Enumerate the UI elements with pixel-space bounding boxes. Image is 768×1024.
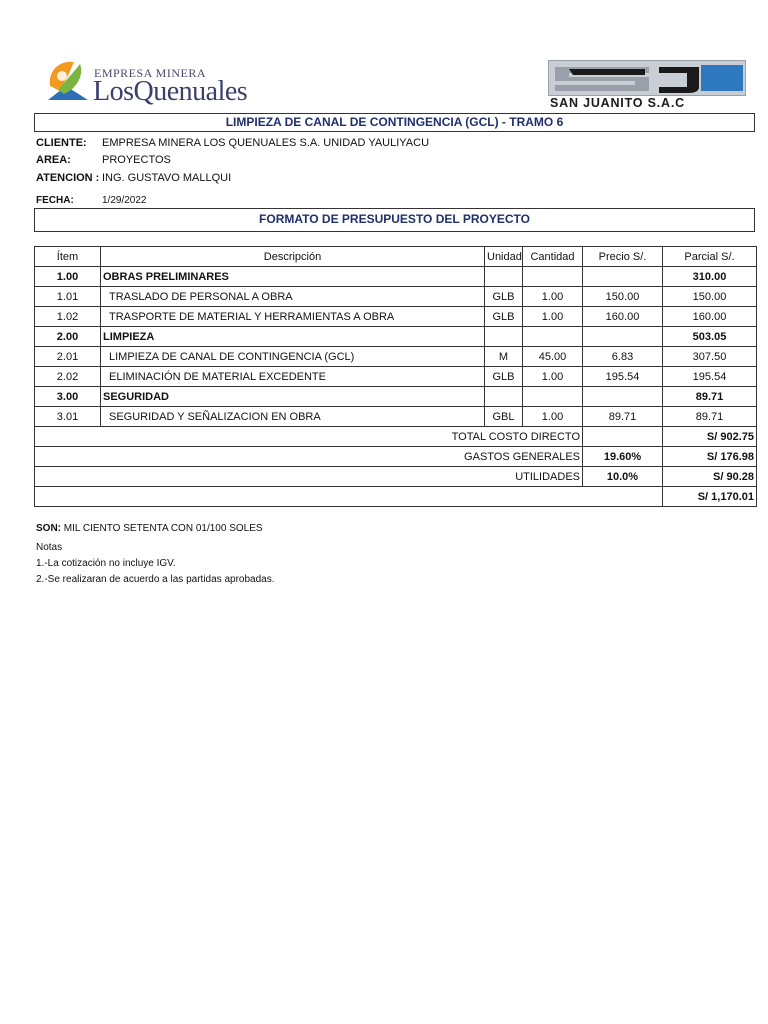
cell-cantidad	[523, 327, 583, 347]
atencion-label: ATENCION :	[36, 172, 100, 184]
cell-precio: 89.71	[583, 407, 663, 427]
table-row	[35, 307, 757, 327]
son-line	[36, 523, 263, 534]
header-precio: Precio S/.	[583, 247, 663, 267]
cell-descripcion: LIMPIEZA	[101, 327, 485, 347]
area-value: PROYECTOS	[102, 154, 171, 166]
total-costo-directo-empty	[583, 427, 663, 447]
logo-text-empresa-minera: EMPRESA MINERA	[94, 66, 207, 80]
cell-precio	[583, 267, 663, 287]
gastos-generales-label: GASTOS GENERALES	[35, 447, 583, 467]
cell-parcial: 150.00	[663, 287, 757, 307]
cell-descripcion: LIMPIEZA DE CANAL DE CONTINGENCIA (GCL)	[101, 347, 485, 367]
cell-unidad: GLB	[485, 287, 523, 307]
total-costo-directo-row	[35, 427, 757, 447]
cell-cantidad: 1.00	[523, 307, 583, 327]
atencion-value: ING. GUSTAVO MALLQUI	[102, 172, 232, 184]
cell-parcial: 195.54	[663, 367, 757, 387]
cell-item: 1.01	[35, 287, 101, 307]
header-item: Ítem	[35, 247, 101, 267]
cell-parcial: 503.05	[663, 327, 757, 347]
cell-parcial: 310.00	[663, 267, 757, 287]
format-title: FORMATO DE PRESUPUESTO DEL PROYECTO	[34, 208, 755, 232]
logo-text-los-quenuales: LosQuenuales	[93, 76, 248, 107]
table-row	[35, 407, 757, 427]
table-header-row	[35, 247, 757, 267]
cell-item: 3.00	[35, 387, 101, 407]
cell-unidad	[485, 327, 523, 347]
cell-parcial: 89.71	[663, 387, 757, 407]
table-row	[35, 287, 757, 307]
cell-parcial: 307.50	[663, 347, 757, 367]
cell-cantidad: 1.00	[523, 287, 583, 307]
grand-total-value: S/ 1,170.01	[663, 487, 757, 507]
budget-table-body	[35, 267, 757, 427]
cell-descripcion: TRASLADO DE PERSONAL A OBRA	[101, 287, 485, 307]
grand-total-empty	[35, 487, 663, 507]
son-amount-text: MIL CIENTO SETENTA CON 01/100 SOLES	[61, 523, 263, 534]
cell-precio: 150.00	[583, 287, 663, 307]
table-group-row	[35, 387, 757, 407]
san-juanito-logo	[548, 60, 746, 110]
cell-cantidad	[523, 387, 583, 407]
cell-item: 2.01	[35, 347, 101, 367]
gastos-generales-value: S/ 176.98	[663, 447, 757, 467]
area-label: AREA:	[36, 154, 71, 166]
header-parcial: Parcial S/.	[663, 247, 757, 267]
header-unidad: Unidad	[485, 247, 523, 267]
cell-item: 2.02	[35, 367, 101, 387]
nota-2: 2.-Se realizaran de acuerdo a las partidas aprobadas.	[36, 574, 275, 585]
cell-unidad	[485, 267, 523, 287]
cell-descripcion: SEGURIDAD Y SEÑALIZACION EN OBRA	[101, 407, 485, 427]
nota-1: 1.-La cotización no incluye IGV.	[36, 558, 176, 569]
cell-cantidad: 45.00	[523, 347, 583, 367]
los-quenuales-logo	[44, 54, 264, 108]
cell-item: 1.00	[35, 267, 101, 287]
totals-section	[35, 427, 757, 507]
cell-descripcion: SEGURIDAD	[101, 387, 485, 407]
table-row	[35, 347, 757, 367]
cell-precio: 195.54	[583, 367, 663, 387]
budget-table	[34, 246, 757, 507]
total-costo-directo-value: S/ 902.75	[663, 427, 757, 447]
cell-unidad: GBL	[485, 407, 523, 427]
utilidades-value: S/ 90.28	[663, 467, 757, 487]
header-cantidad: Cantidad	[523, 247, 583, 267]
cell-unidad	[485, 387, 523, 407]
cell-precio	[583, 387, 663, 407]
utilidades-label: UTILIDADES	[35, 467, 583, 487]
cell-item: 2.00	[35, 327, 101, 347]
los-quenuales-leaf-icon	[44, 56, 90, 104]
son-label: SON:	[36, 523, 61, 534]
cell-precio	[583, 327, 663, 347]
grand-total-row	[35, 487, 757, 507]
fecha-label: FECHA:	[36, 195, 74, 206]
cell-parcial: 89.71	[663, 407, 757, 427]
cell-descripcion: TRASPORTE DE MATERIAL Y HERRAMIENTAS A OBRA	[101, 307, 485, 327]
notas-heading: Notas	[36, 542, 63, 553]
cell-cantidad: 1.00	[523, 367, 583, 387]
cliente-label: CLIENTE:	[36, 137, 87, 149]
cell-precio: 160.00	[583, 307, 663, 327]
table-group-row	[35, 327, 757, 347]
cell-unidad: GLB	[485, 307, 523, 327]
document-title: LIMPIEZA DE CANAL DE CONTINGENCIA (GCL) - TRAMO 6	[34, 113, 755, 132]
cell-cantidad	[523, 267, 583, 287]
gastos-generales-pct: 19.60%	[583, 447, 663, 467]
cell-precio: 6.83	[583, 347, 663, 367]
cliente-value: EMPRESA MINERA LOS QUENUALES S.A. UNIDAD YAULIYACU	[102, 137, 430, 149]
table-group-row	[35, 267, 757, 287]
cell-descripcion: ELIMINACIÓN DE MATERIAL EXCEDENTE	[101, 367, 485, 387]
total-costo-directo-label: TOTAL COSTO DIRECTO	[35, 427, 583, 447]
fecha-value: 1/29/2022	[102, 195, 147, 206]
header-descripcion: Descripción	[101, 247, 485, 267]
table-row	[35, 367, 757, 387]
cell-parcial: 160.00	[663, 307, 757, 327]
cell-cantidad: 1.00	[523, 407, 583, 427]
san-juanito-logo-graphic	[548, 60, 746, 96]
cell-item: 3.01	[35, 407, 101, 427]
gastos-generales-row	[35, 447, 757, 467]
cell-descripcion: OBRAS PRELIMINARES	[101, 267, 485, 287]
utilidades-row	[35, 467, 757, 487]
san-juanito-logo-text: SAN JUANITO S.A.C	[550, 96, 685, 110]
utilidades-pct: 10.0%	[583, 467, 663, 487]
cell-item: 1.02	[35, 307, 101, 327]
cell-unidad: GLB	[485, 367, 523, 387]
cell-unidad: M	[485, 347, 523, 367]
sj-mark-icon	[549, 61, 745, 95]
